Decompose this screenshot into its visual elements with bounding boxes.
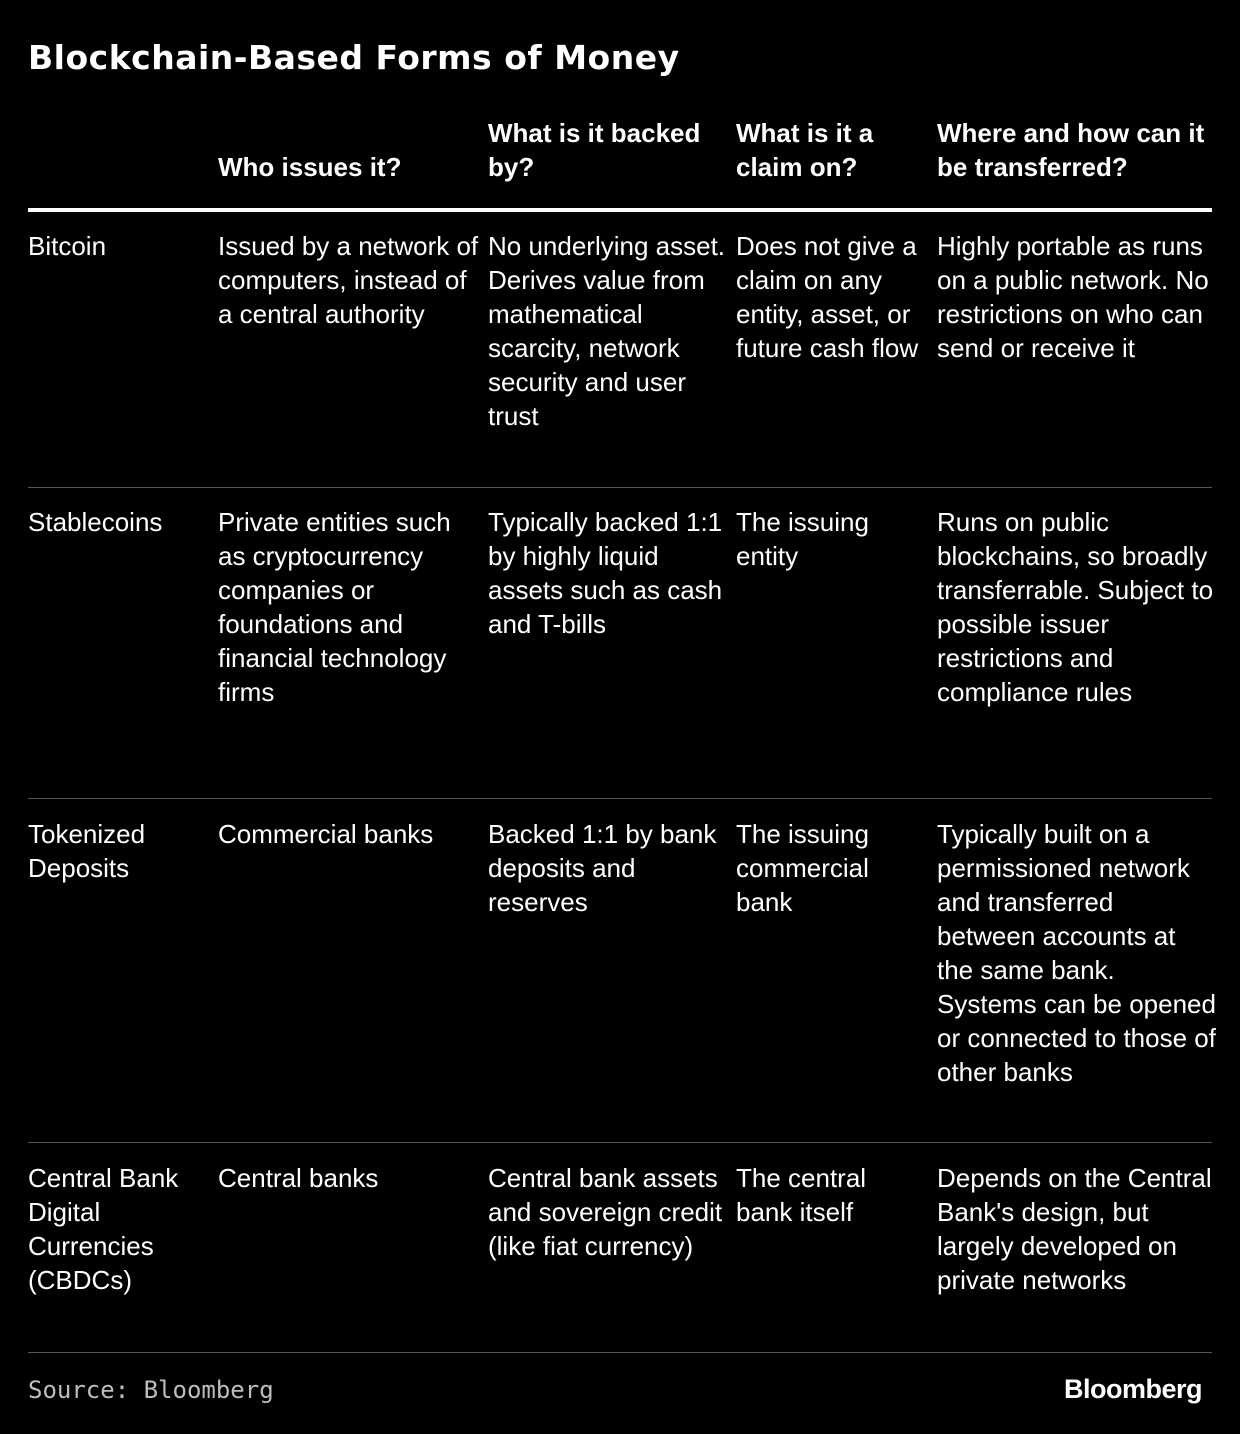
backing-cell: No underlying asset. Derives value from mathematical scarcity, network security and user trust [488, 231, 726, 431]
header-divider [28, 208, 1212, 212]
row-label: Bitcoin [28, 231, 107, 261]
source-note: Source: Bloomberg [28, 1376, 274, 1404]
backing-cell: Central bank assets and sovereign credit (like fiat currency) [488, 1163, 723, 1261]
transfer-cell: Depends on the Central Bank's design, but largely developed on private networks [937, 1163, 1212, 1295]
header-cell-transfer: Where and how can it be transferred? [937, 118, 1205, 182]
footer-divider [28, 1352, 1212, 1353]
claim-cell: The central bank itself [736, 1163, 867, 1227]
claim-cell: Does not give a claim on any entity, asset, or future cash flow [736, 231, 919, 363]
backing-cell: Typically backed 1:1 by highly liquid assets such as cash and T-bills [488, 507, 723, 639]
row-divider [28, 798, 1212, 799]
issuer-cell: Central banks [218, 1163, 379, 1193]
claim-cell: The issuing entity [736, 507, 869, 571]
header-cell-issuer: Who issues it? [218, 152, 402, 182]
header-cell-backing: What is it backed by? [488, 118, 701, 182]
transfer-cell: Runs on public blockchains, so broadly transferrable. Subject to possible issuer restrictions and compliance rules [937, 507, 1214, 707]
issuer-cell: Private entities such as cryptocurrency companies or foundations and financial technology firms [218, 507, 451, 707]
transfer-cell: Highly portable as runs on a public network. No restrictions on who can send or receive it [937, 231, 1209, 363]
row-divider [28, 487, 1212, 488]
bloomberg-logo: Bloomberg [1063, 1374, 1202, 1404]
transfer-cell: Typically built on a permissioned network and transferred between accounts at the same bank. Systems can be opened or connected to those of other banks [937, 819, 1216, 1087]
row-label: Stablecoins [28, 507, 163, 537]
row-divider [28, 1142, 1212, 1143]
row-label: Tokenized Deposits [28, 819, 146, 883]
backing-cell: Backed 1:1 by bank deposits and reserves [488, 819, 717, 917]
claim-cell: The issuing commercial bank [736, 819, 869, 917]
table-header [28, 116, 1212, 208]
row-label: Central Bank Digital Currencies (CBDCs) [28, 1163, 179, 1295]
issuer-cell: Commercial banks [218, 819, 434, 849]
header-cell-claim: What is it a claim on? [736, 118, 874, 182]
issuer-cell: Issued by a network of computers, instead of a central authority [218, 231, 479, 329]
page-title: Blockchain-Based Forms of Money [28, 38, 680, 77]
